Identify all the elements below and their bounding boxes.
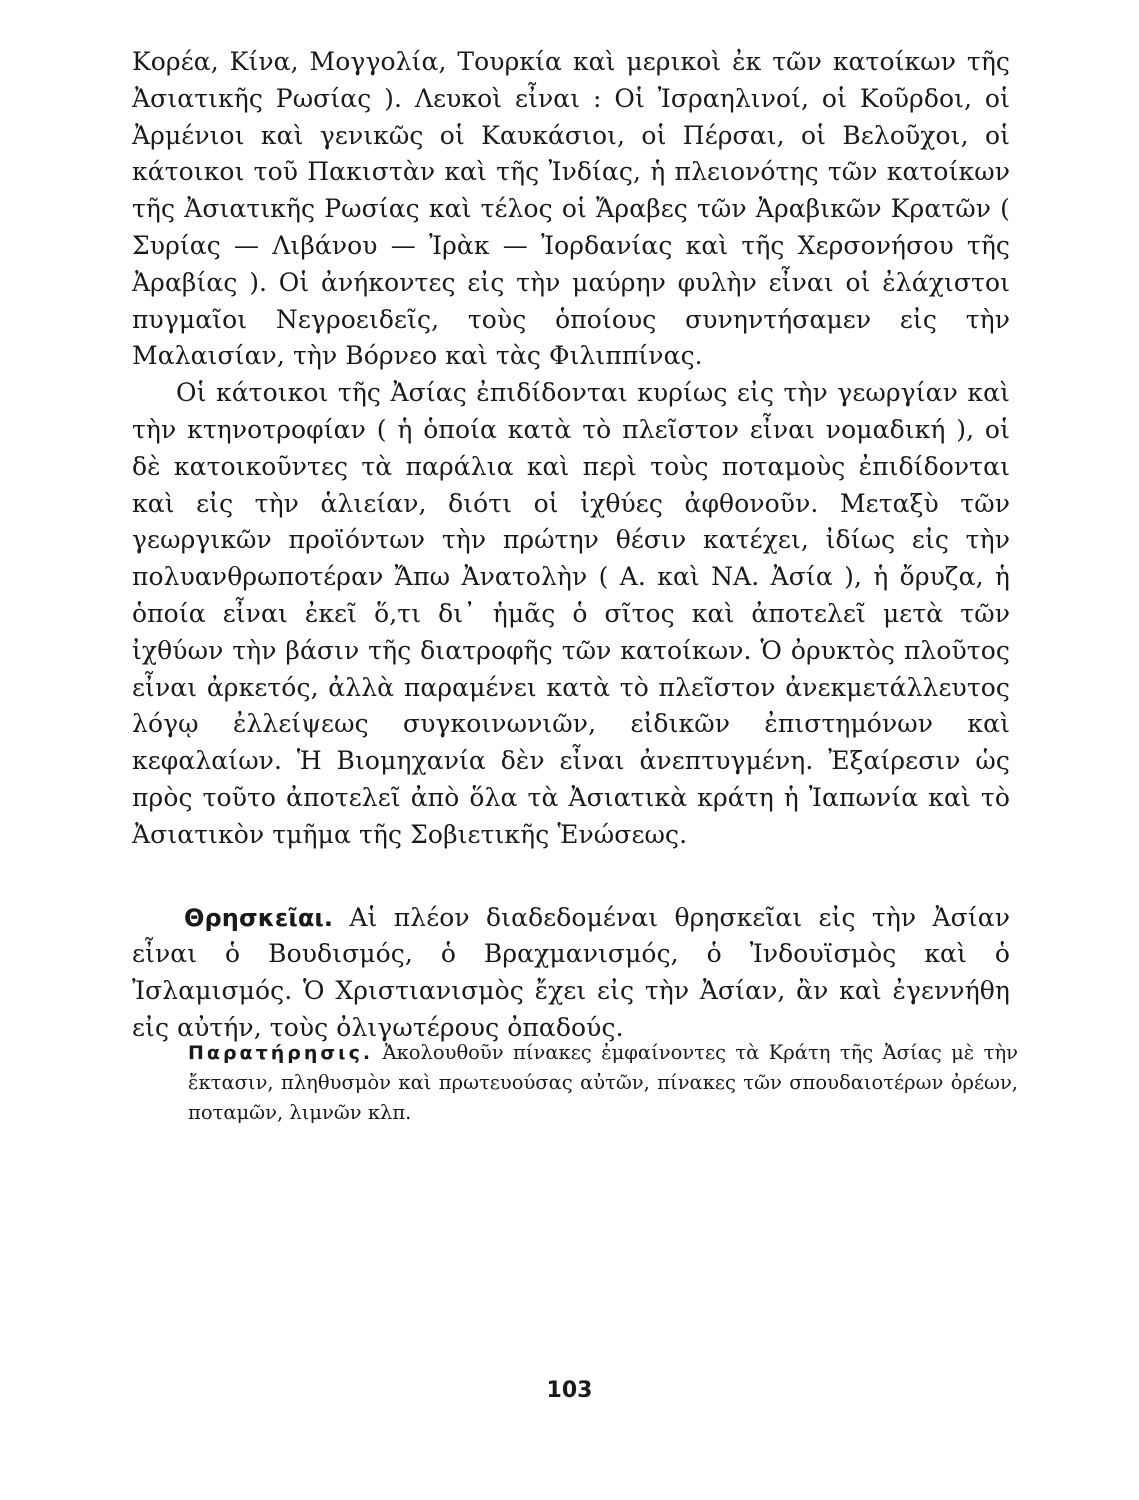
- paragraph-races: Κορέα, Κίνα, Μογγολία, Τουρκία καὶ μερικοὶ ἐκ τῶν κατοίκων τῆς Ἀσιατικῆς Ρωσίας ). Λευκοὶ εἶναι : Οἱ Ἰσραηλινοί, οἱ Κοῦρδοι, οἱ Ἀρμένιοι καὶ γενικῶς οἱ Καυκάσιοι, οἱ Πέρσαι, οἱ Βελοῦχοι, οἱ κάτοικοι τοῦ Πακιστὰν καὶ τῆς Ἰνδίας, ἡ πλειονότης τῶν κατοίκων τῆς Ἀσιατικῆς Ρωσίας καὶ τέλος οἱ Ἄραβες τῶν Ἀραβικῶν Κρατῶν ( Συρίας — Λιβάνου — Ἰρὰκ — Ἰορδανίας καὶ τῆς Χερσονήσου τῆς Ἀραβίας ). Οἱ ἀνήκοντες εἰς τὴν μαύρην φυλὴν εἶναι οἱ ἐλάχιστοι πυγμαῖοι Νεγροειδεῖς, τοὺς ὁποίους συνηντήσαμεν εἰς τὴν Μαλαισίαν, τὴν Βόρνεο καὶ τὰς Φιλιππίνας.: [132, 47, 1010, 371]
- paragraph-religions: [132, 900, 1010, 1047]
- note-block: [188, 1038, 1018, 1128]
- note-text: Ἀκολουθοῦν πίνακες ἐμφαίνοντες τὰ Κράτη τῆς Ἀσίας μὲ τὴν ἔκτασιν, πληθυσμὸν καὶ πρωτευούσας αὐτῶν, πίνακες τῶν σπουδαιοτέρων ὀρέων, ποταμῶν, λιμνῶν κλπ.: [188, 1041, 1018, 1124]
- note-heading: Παρατήρησις.: [188, 1042, 374, 1064]
- main-text: [132, 44, 1010, 1047]
- religions-heading: Θρησκεῖαι.: [184, 903, 334, 932]
- religions-text: Αἱ πλέον διαδεδομέναι θρησκεῖαι εἰς τὴν Ἀσίαν εἶναι ὁ Βουδισμός, ὁ Βραχμανισμός, ὁ Ἰνδουϊσμὸς καὶ ὁ Ἰσλαμισμός. Ὁ Χριστιανισμὸς ἔχει εἰς τὴν Ἀσίαν, ἂν καὶ ἐγεννήθη εἰς αὐτήν, τοὺς ὀλιγωτέρους ὀπαδούς.: [132, 902, 1010, 1042]
- page-number: 103: [546, 1378, 593, 1403]
- paragraph-economy: Οἱ κάτοικοι τῆς Ἀσίας ἐπιδίδονται κυρίως εἰς τὴν γεωργίαν καὶ τὴν κτηνοτροφίαν ( ἡ ὁποία κατὰ τὸ πλεῖστον εἶναι νομαδική ), οἱ δὲ κατοικοῦντες τὰ παράλια καὶ περὶ τοὺς ποταμοὺς ἐπιδίδονται καὶ εἰς τὴν ἁλιείαν, διότι οἱ ἰχθύες ἀφθονοῦν. Μεταξὺ τῶν γεωργικῶν προϊόντων τὴν πρώτην θέσιν κατέχει, ἰδίως εἰς τὴν πολυανθρωποτέραν Ἄπω Ἀνατολὴν ( Α. καὶ ΝΑ. Ἀσία ), ἡ ὄρυζα, ἡ ὁποία εἶναι ἐκεῖ ὅ,τι δι᾽ ἡμᾶς ὁ σῖτος καὶ ἀποτελεῖ μετὰ τῶν ἰχθύων τὴν βάσιν τῆς διατροφῆς τῶν κατοίκων. Ὁ ὀρυκτὸς πλοῦτος εἶναι ἀρκετός, ἀλλὰ παραμένει κατὰ τὸ πλεῖστον ἀνεκμετάλλευτος λόγῳ ἐλλείψεως συγκοινωνιῶν, εἰδικῶν ἐπιστημόνων καὶ κεφαλαίων. Ἡ Βιομηχανία δὲν εἶναι ἀνεπτυγμένη. Ἐξαίρεσιν ὡς πρὸς τοῦτο ἀποτελεῖ ἀπὸ ὅλα τὰ Ἀσιατικὰ κράτη ἡ Ἰαπωνία καὶ τὸ Ἀσιατικὸν τμῆμα τῆς Σοβιετικῆς Ἑνώσεως.: [132, 378, 1010, 849]
